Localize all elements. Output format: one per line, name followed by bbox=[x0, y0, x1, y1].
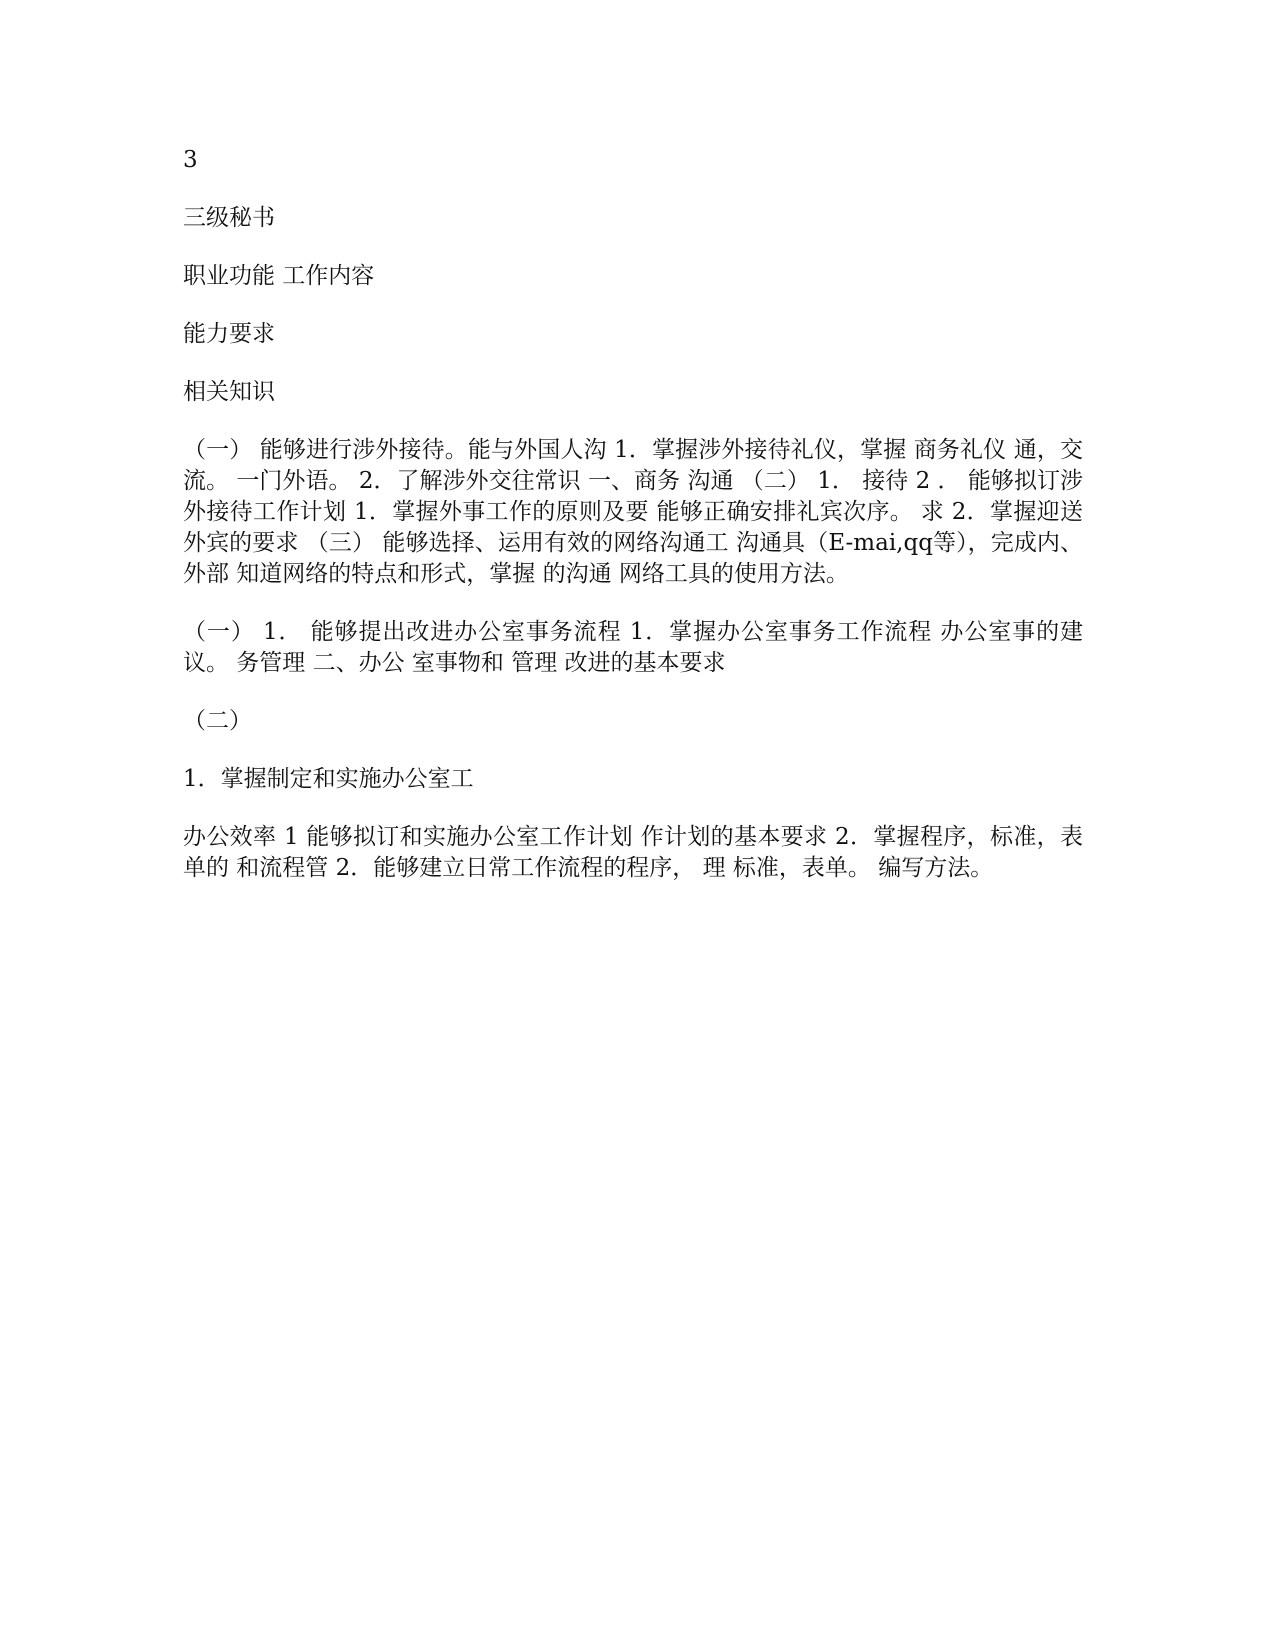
page-number: 3 bbox=[183, 147, 198, 173]
paragraph-office-affairs: （一） 1． 能够提出改进办公室事务流程 1．掌握办公室事务工作流程 办公室事的建议。 务管理 二、办公 室事物和 管理 改进的基本要求 bbox=[183, 619, 1083, 676]
knowledge-heading: 相关知识 bbox=[183, 379, 275, 405]
paragraph-plan-heading: 1．掌握制定和实施办公室工 bbox=[183, 766, 474, 792]
paragraph-office-efficiency: 办公效率 1 能够拟订和实施办公室工作计划 作计划的基本要求 2．掌握程序，标准，表单的 和流程管 2．能够建立日常工作流程的程序， 理 标准，表单。 编写方法。 bbox=[183, 824, 1083, 881]
level-title: 三级秘书 bbox=[183, 205, 275, 231]
ability-heading: 能力要求 bbox=[183, 321, 275, 347]
header-line: 职业功能 工作内容 bbox=[183, 263, 375, 289]
paragraph-business-communication: （一） 能够进行涉外接待。能与外国人沟 1．掌握涉外接待礼仪，掌握 商务礼仪 通，交流。 一门外语。 2．了解涉外交往常识 一、商务 沟通 （二） 1． 接待 2 ． 能够拟订涉外接待工作计划 1．掌握外事工作的原则及要 能够正确安排礼宾次序。 求 2．掌握迎送外宾的要求 （三） 能够选择、运用有效的网络沟通工 沟通具（E-mai,qq等），完成内、外部 知道网络的特点和形式，掌握 的沟通 网络工具的使用方法。 bbox=[183, 437, 1083, 587]
paragraph-section-two: （二） bbox=[183, 708, 252, 734]
document-page bbox=[183, 145, 1083, 911]
